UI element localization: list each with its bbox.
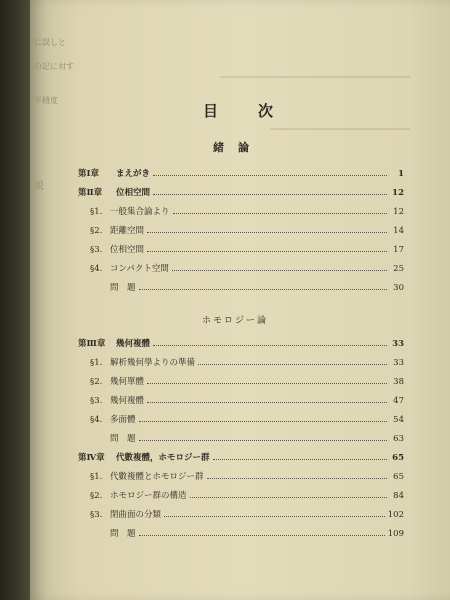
entry-number: §3. bbox=[90, 510, 103, 520]
entry-number: §3. bbox=[90, 396, 103, 406]
title-char: 次 bbox=[257, 102, 273, 120]
entry-label: 多面體 bbox=[110, 415, 136, 425]
show-through-line bbox=[220, 76, 410, 78]
leader-dots bbox=[147, 231, 387, 233]
entry-label: 一般集合論より bbox=[110, 207, 170, 217]
toc-entry bbox=[78, 201, 404, 217]
entry-page: 63 bbox=[393, 434, 404, 444]
toc-entry bbox=[78, 239, 404, 255]
entry-page: 84 bbox=[393, 491, 404, 501]
bleed-through-text: 説 bbox=[34, 181, 44, 192]
leader-dots bbox=[147, 382, 387, 384]
entry-number: §2. bbox=[90, 491, 103, 501]
leader-dots bbox=[190, 496, 387, 498]
entry-page: 12 bbox=[392, 188, 404, 198]
entry-page: 12 bbox=[393, 207, 404, 217]
leader-dots bbox=[173, 212, 387, 214]
leader-dots bbox=[198, 363, 387, 365]
entry-number: 第Ⅳ章 bbox=[78, 453, 105, 463]
entry-number: §1. bbox=[90, 207, 103, 217]
entry-label: 位相空間 bbox=[110, 245, 145, 255]
leader-dots bbox=[153, 344, 387, 346]
part-heading: 緒論 bbox=[213, 141, 263, 154]
bleed-through-text: の記に対す bbox=[34, 62, 74, 71]
entry-number: 第Ⅰ章 bbox=[78, 169, 99, 179]
bleed-through-text: に誤しと bbox=[34, 38, 66, 47]
entry-label: まえがき bbox=[116, 169, 151, 179]
entry-label: 閉曲面の分類 bbox=[110, 510, 162, 520]
entry-number: §4. bbox=[90, 415, 103, 425]
entry-page: 33 bbox=[393, 358, 404, 368]
toc-entry bbox=[78, 277, 404, 293]
title-char: 目 bbox=[203, 102, 219, 120]
leader-dots bbox=[139, 420, 387, 422]
leader-dots bbox=[147, 401, 387, 403]
leader-dots bbox=[153, 174, 387, 176]
entry-label: 代數複體とホモロジー群 bbox=[110, 472, 204, 482]
toc-entry bbox=[78, 447, 404, 463]
book-spine-shadow bbox=[0, 0, 30, 600]
entry-page: 25 bbox=[393, 264, 404, 274]
entry-number: 第Ⅲ章 bbox=[78, 339, 106, 349]
toc-entry bbox=[78, 523, 404, 539]
toc-entry bbox=[78, 163, 404, 179]
leader-dots bbox=[139, 288, 387, 290]
entry-page: 47 bbox=[393, 396, 404, 406]
leader-dots bbox=[164, 515, 385, 517]
entry-page: 17 bbox=[393, 245, 404, 255]
entry-label: 幾何單體 bbox=[110, 377, 145, 387]
page-title bbox=[203, 100, 273, 121]
toc-entry bbox=[78, 390, 404, 406]
entry-page: 14 bbox=[393, 226, 404, 236]
entry-page: 54 bbox=[393, 415, 404, 425]
entry-page: 109 bbox=[387, 529, 404, 539]
entry-label: 解析幾何學よりの準備 bbox=[110, 358, 196, 368]
entry-label: 代數複體，ホモロジー群 bbox=[116, 453, 210, 463]
leader-dots bbox=[207, 477, 387, 479]
toc-entry bbox=[78, 485, 404, 501]
entry-page: 65 bbox=[393, 472, 404, 482]
toc-entry bbox=[78, 428, 404, 444]
entry-label: コンパクト空間 bbox=[110, 264, 169, 274]
toc-entry bbox=[78, 352, 404, 368]
entry-page: 30 bbox=[393, 283, 404, 293]
entry-number: §1. bbox=[90, 358, 103, 368]
entry-number: §2. bbox=[90, 226, 103, 236]
entry-page: 33 bbox=[392, 339, 404, 349]
entry-number: §1. bbox=[90, 472, 103, 482]
leader-dots bbox=[213, 458, 387, 460]
part-heading: ホモロジー論 bbox=[201, 316, 268, 326]
toc-entry bbox=[78, 466, 404, 482]
entry-page: 38 bbox=[393, 377, 404, 387]
entry-label: 問 題 bbox=[110, 434, 136, 444]
entry-label: 距離空間 bbox=[110, 226, 145, 236]
entry-number: §3. bbox=[90, 245, 103, 255]
entry-label: ホモロジー群の構造 bbox=[110, 491, 187, 501]
toc-entry bbox=[78, 220, 404, 236]
leader-dots bbox=[139, 534, 385, 536]
toc-entry bbox=[78, 333, 404, 349]
toc-entry bbox=[78, 258, 404, 274]
entry-label: 幾何複體 bbox=[110, 396, 145, 406]
entry-number: §4. bbox=[90, 264, 103, 274]
entry-page: 102 bbox=[387, 510, 404, 520]
toc-entry bbox=[78, 371, 404, 387]
entry-label: 問 題 bbox=[110, 529, 136, 539]
entry-page: 65 bbox=[392, 453, 404, 463]
toc-entry bbox=[78, 409, 404, 425]
toc-entry bbox=[78, 182, 404, 198]
entry-number: 第Ⅱ章 bbox=[78, 188, 103, 198]
leader-dots bbox=[147, 250, 387, 252]
entry-label: 問 題 bbox=[110, 283, 136, 293]
entry-label: 位相空間 bbox=[116, 188, 151, 198]
leader-dots bbox=[139, 439, 387, 441]
show-through-line bbox=[270, 128, 410, 130]
leader-dots bbox=[153, 193, 387, 195]
toc-entry bbox=[78, 504, 404, 520]
entry-number: §2. bbox=[90, 377, 103, 387]
entry-page: 1 bbox=[398, 169, 404, 179]
entry-label: 幾何複體 bbox=[116, 339, 151, 349]
leader-dots bbox=[172, 269, 387, 271]
bleed-through-text: 半精度 bbox=[34, 96, 58, 105]
